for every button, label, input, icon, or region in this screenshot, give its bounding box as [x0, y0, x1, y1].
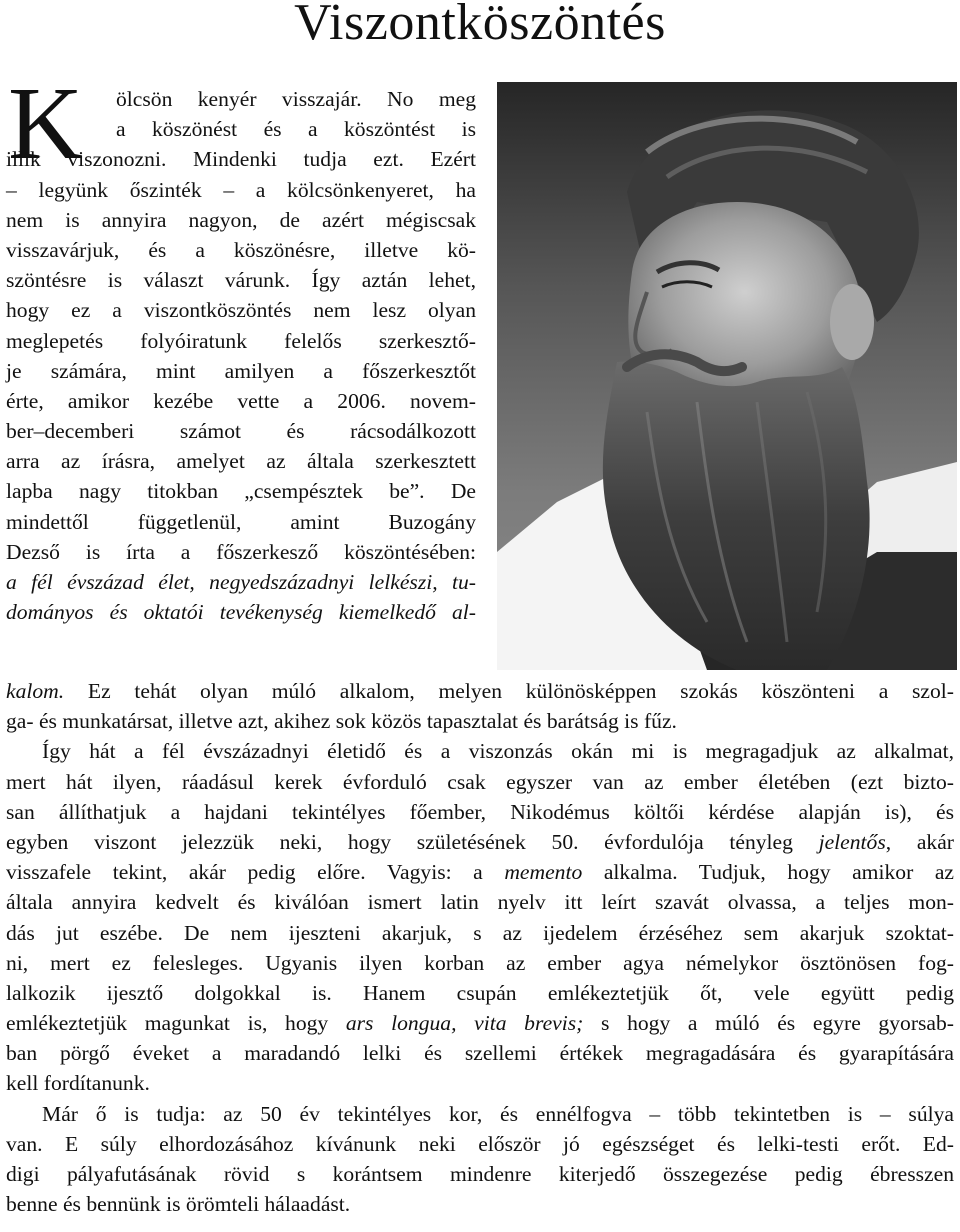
text-segment: ni, mert ez felesleges. Ugyanis ilyen korban az ember agya némelykor ösztönösen fog- — [6, 950, 954, 975]
text-line — [6, 676, 954, 706]
page-title: Viszontköszöntés — [294, 0, 666, 51]
text-segment: s hogy a múló és egyre gyorsab- — [583, 1011, 954, 1036]
text-segment: mert hát ilyen, ráadásul kerek évforduló csak egyszer van az ember életében (ezt bizto- — [6, 769, 954, 794]
text-segment: Ez tehát olyan múló alkalom, melyen különösképpen szokás köszönteni a szol- — [64, 679, 954, 703]
text-line — [6, 827, 954, 857]
text-line: a köszönést és a köszöntést is — [116, 117, 476, 142]
text-segment: dás jut eszébe. De nem ijeszteni akarjuk, s az ijedelem érzéséhez sem akarjuk szoktat- — [6, 920, 954, 945]
text-line: szöntésre is választ várunk. Így aztán lehet, — [6, 268, 476, 293]
text-line — [6, 1099, 954, 1129]
text-line: ölcsön kenyér visszajár. No meg — [116, 87, 476, 111]
text-line — [6, 1038, 954, 1068]
text-line — [6, 857, 954, 887]
text-line — [6, 767, 954, 797]
italic-text: memento — [504, 860, 583, 885]
text-line: érte, amikor kezébe vette a 2006. novem- — [6, 388, 476, 413]
text-segment: digi pályafutásának rövid s korántsem mindenre kiterjedő összegezése pedig ébresszen — [6, 1162, 954, 1186]
text-segment: visszafele tekint, akár pedig előre. Vagyis: a — [6, 860, 505, 885]
text-line — [6, 1159, 954, 1189]
text-line: dományos és oktatói tevékenység kiemelkedő al- — [6, 600, 476, 625]
text-line — [6, 1068, 954, 1098]
text-segment: , akár — [885, 829, 954, 854]
text-line: hogy ez a viszontköszöntés nem lesz olyan — [6, 298, 476, 323]
column-text — [6, 84, 476, 627]
text-line: illik viszonozni. Mindenki tudja ezt. Ezért — [6, 147, 476, 172]
text-segment: lalkozik ijesztő dolgokkal is. Hanem csupán emlékeztetjük őt, vele együtt pedig — [6, 980, 954, 1005]
text-line: je számára, mint amilyen a főszerkesztőt — [6, 358, 476, 383]
text-line: mindettől függetlenül, amint Buzogány — [6, 509, 476, 534]
text-segment: emlékeztetjük magunkat is, hogy — [6, 1011, 346, 1036]
text-segment: általa annyira kedvelt és kiválóan ismert latin nyelv itt leírt szavát olvassa, a teljes mon- — [6, 890, 954, 915]
italic-text: ars longua, vita brevis; — [345, 1011, 584, 1036]
text-line: Dezső is írta a főszerkesző köszöntésében: — [6, 539, 476, 564]
text-line — [6, 918, 954, 948]
text-segment: kell fordítanunk. — [6, 1071, 150, 1096]
text-line: arra az írásra, amelyet az általa szerkesztett — [6, 449, 476, 474]
text-line — [6, 706, 954, 736]
text-segment: san állíthatjuk a hajdani tekintélyes főember, Nikodémus költői kérdése alapján is), és — [6, 799, 954, 824]
text-line — [6, 887, 954, 917]
text-segment: egyben viszont jelezzük neki, hogy születésének 50. évfordulója tényleg — [6, 829, 819, 854]
text-line — [6, 948, 954, 978]
text-line — [6, 797, 954, 827]
drop-cap: K — [8, 66, 84, 181]
text-line — [6, 736, 954, 766]
text-segment: ban pörgő éveket a maradandó lelki és szellemi értékek megragadására és gyarapítására — [6, 1041, 954, 1066]
text-line — [6, 1129, 954, 1159]
italic-text: jelentős — [818, 829, 886, 854]
text-line: visszavárjuk, és a köszönésre, illetve kö- — [6, 237, 476, 262]
text-line: – legyünk őszinték – a kölcsönkenyeret, ha — [6, 177, 476, 202]
text-line: lapba nagy titokban „csempésztek be”. De — [6, 479, 476, 504]
text-segment: ga- és munkatársat, illetve azt, akihez sok közös tapasztalat és barátság is fűz. — [6, 709, 677, 734]
text-line: ber–decemberi számot és rácsodálkozott — [6, 419, 476, 444]
text-line: nem is annyira nagyon, de azért mégiscsak — [6, 207, 476, 232]
text-line — [6, 1008, 954, 1038]
text-line: meglepetés folyóiratunk felelős szerkesztő- — [6, 328, 476, 353]
text-line: a fél évszázad élet, negyedszázadnyi lelkészi, tu- — [6, 570, 476, 594]
text-line — [6, 978, 954, 1008]
text-segment: Így hát a fél évszázadnyi életidő és a viszonzás okán mi is megragadjuk az alkalmat, — [42, 739, 954, 764]
text-segment: van. E súly elhordozásához kívánunk neki először jó egészséget és lelki-testi erőt. Ed- — [6, 1131, 954, 1156]
text-segment: benne és bennünk is örömteli hálaadást. — [6, 1192, 351, 1217]
text-segment: Már ő is tudja: az 50 év tekintélyes kor, és ennélfogva – több tekintetben is – súlya — [42, 1101, 954, 1126]
body-text — [6, 676, 954, 1219]
portrait-photo — [497, 82, 957, 670]
text-segment: alkalma. Tudjuk, hogy amikor az — [582, 860, 954, 885]
text-line — [6, 1189, 954, 1219]
italic-text: kalom. — [6, 679, 65, 703]
portrait-image — [497, 82, 957, 670]
